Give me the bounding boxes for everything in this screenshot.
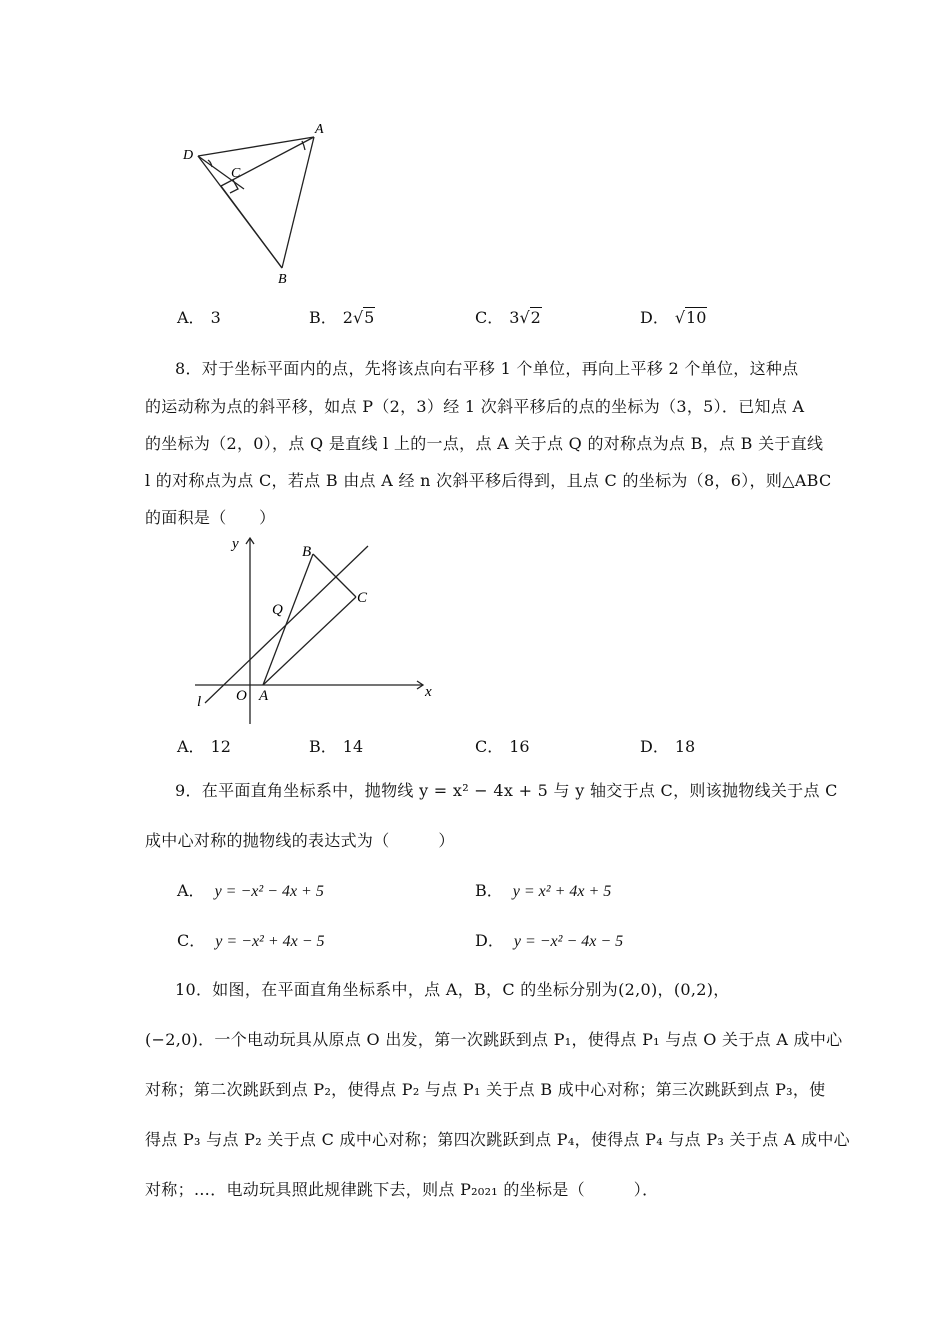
fig7-label-D: D	[183, 148, 194, 163]
q9-line-2: 成中心对称的抛物线的表达式为（ ）	[145, 831, 455, 850]
sqrt-sign: √	[519, 308, 530, 327]
q9-option-d[interactable]: D． y = −x² − 4x − 5	[475, 931, 624, 950]
figure-q8-coordinate	[190, 530, 440, 730]
q10-line-2: (−2,0)．一个电动玩具从原点 O 出发，第一次跳跃到点 P₁，使得点 P₁ 与点 O 关于点 A 成中心	[145, 1030, 843, 1049]
q10-line-1: 10．如图，在平面直角坐标系中，点 A，B，C 的坐标分别为(2,0)，(0,2)，	[175, 980, 730, 999]
fig8-label-x: x	[425, 684, 432, 700]
q8-line-1: 8．对于坐标平面内的点，先将该点向右平移 1 个单位，再向上平移 2 个单位，这种点	[175, 359, 799, 378]
sqrt-sign: √	[352, 308, 364, 327]
fig7-label-A: A	[315, 122, 324, 137]
q8-line-3: 的坐标为（2，0），点 Q 是直线 l 上的一点，点 A 关于点 Q 的对称点为点 B，点 B 关于直线	[145, 434, 824, 453]
q8-option-d[interactable]: D． 18	[640, 737, 696, 756]
q9-option-a[interactable]: A． y = −x² − 4x + 5	[177, 881, 324, 900]
q10-line-4: 得点 P₃ 与点 P₂ 关于点 C 成中心对称；第四次跳跃到点 P₄，使得点 P₄ 与点 P₃ 关于点 A 成中心	[145, 1130, 850, 1149]
q8-option-c[interactable]: C． 16	[475, 737, 530, 756]
q7-option-c[interactable]: C． 3√2	[475, 308, 541, 327]
q9-option-c[interactable]: C． y = −x² + 4x − 5	[177, 931, 325, 950]
q8-option-a[interactable]: A． 12	[177, 737, 231, 756]
q8-line-2: 的运动称为点的斜平移，如点 P（2，3）经 1 次斜平移后的点的坐标为（3，5）．已知点 A	[145, 397, 805, 416]
fig8-label-O: O	[236, 688, 247, 704]
q7-option-d[interactable]: D． √10	[640, 308, 707, 327]
q10-line-5: 对称；…．电动玩具照此规律跳下去，则点 P₂₀₂₁ 的坐标是（ ）．	[145, 1180, 659, 1199]
q10-line-3: 对称；第二次跳跃到点 P₂，使得点 P₂ 与点 P₁ 关于点 B 成中心对称；第三次跳跃到点 P₃，使	[145, 1080, 826, 1099]
fig8-label-B: B	[302, 544, 312, 560]
q8-line-4: l 的对称点为点 C，若点 B 由点 A 经 n 次斜平移后得到，且点 C 的坐标为（8，6），则△ABC	[145, 471, 832, 490]
sqrt-sign: √	[674, 308, 686, 327]
q7-option-a[interactable]: A． 3	[177, 308, 221, 327]
q9-option-b[interactable]: B． y = x² + 4x + 5	[475, 881, 612, 900]
fig8-label-C: C	[357, 590, 368, 606]
fig8-label-Q: Q	[272, 602, 283, 618]
figure-q7-triangle	[175, 115, 355, 295]
q8-option-b[interactable]: B． 14	[309, 737, 364, 756]
fig7-label-C: C	[231, 166, 241, 181]
fig7-label-B: B	[278, 272, 287, 287]
fig8-label-y: y	[232, 536, 239, 552]
q9-line-1: 9．在平面直角坐标系中，抛物线 y = x² − 4x + 5 与 y 轴交于点 C，则该抛物线关于点 C	[175, 781, 838, 800]
fig8-label-l: l	[197, 694, 202, 710]
fig8-label-A: A	[259, 688, 269, 704]
q7-option-b[interactable]: B． 2√5	[309, 308, 375, 327]
q8-line-5: 的面积是（ ）	[145, 508, 276, 527]
